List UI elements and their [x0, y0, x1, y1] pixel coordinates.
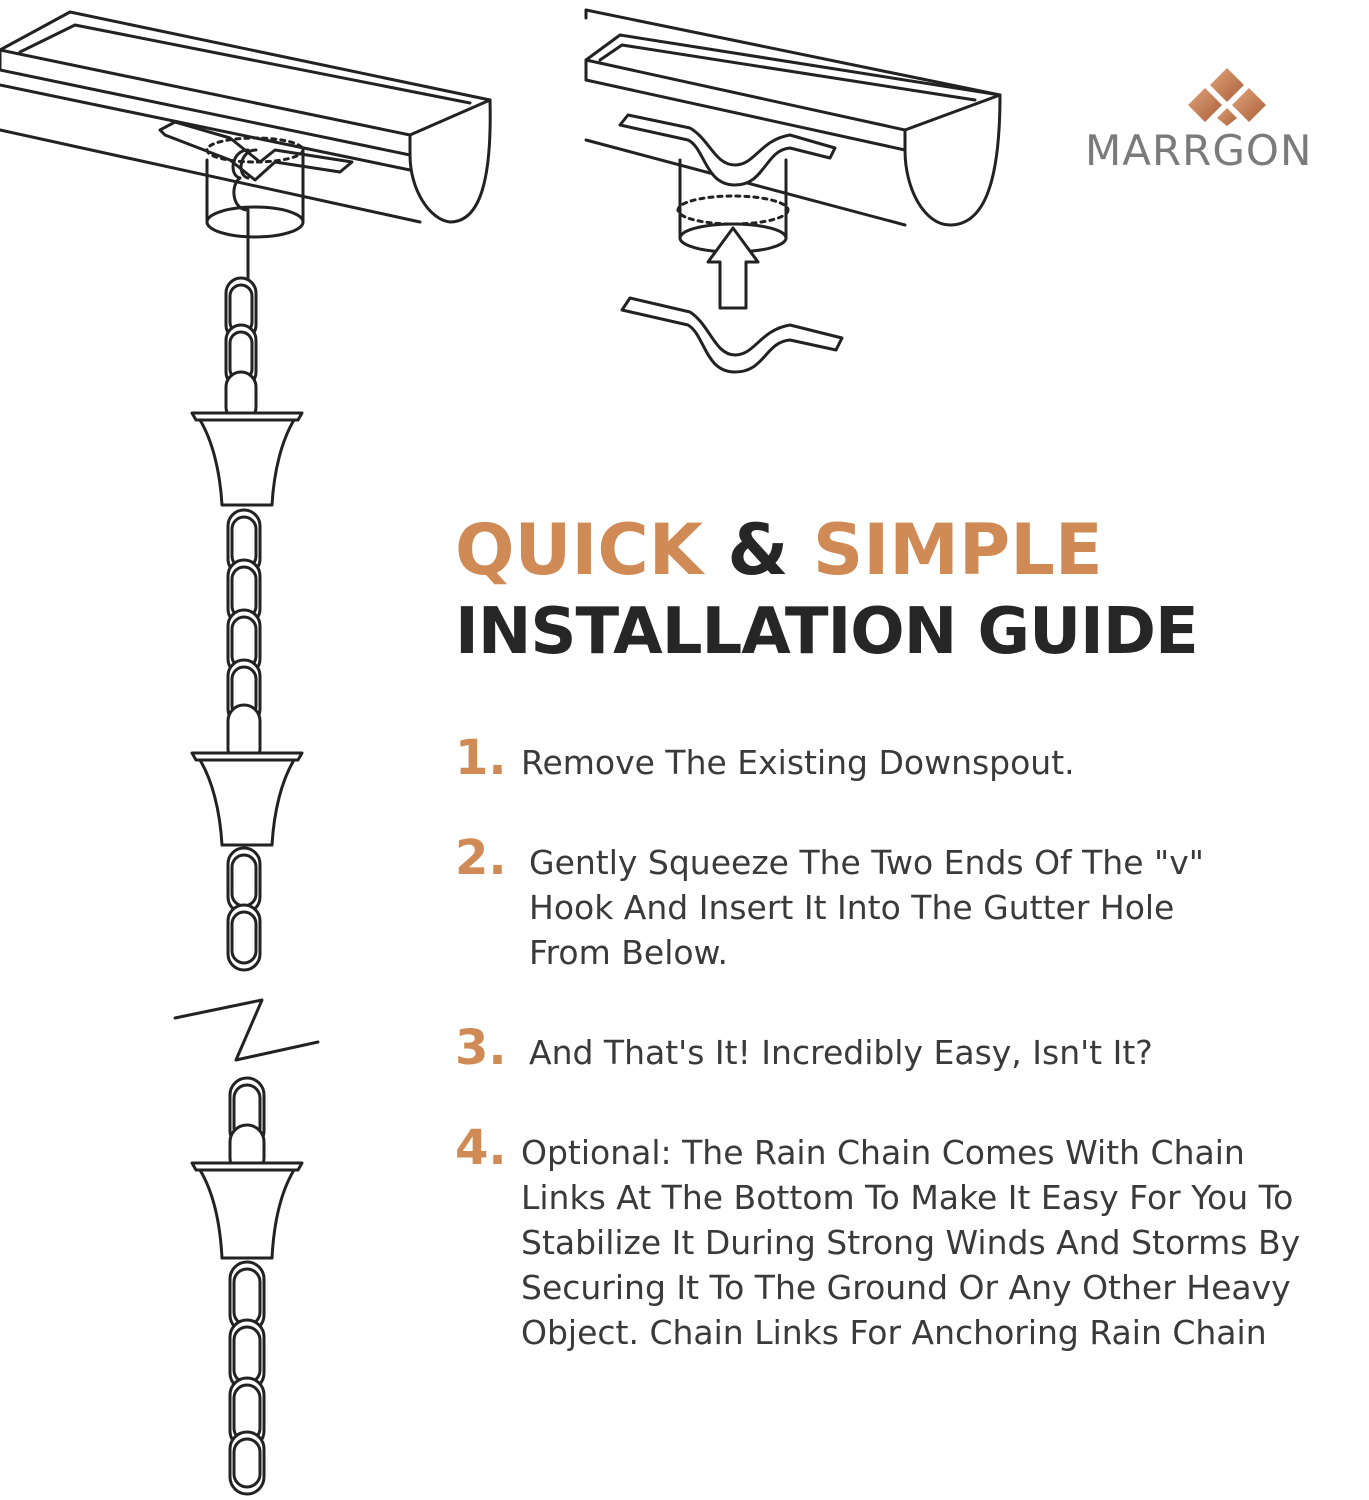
step-number: 3.	[455, 1020, 507, 1076]
step-3	[455, 1020, 1329, 1076]
step-number: 4.	[455, 1120, 507, 1176]
step-text: And That's It! Incredibly Easy, Isn't It?	[529, 1033, 1153, 1072]
v-hook-icon	[620, 115, 835, 252]
step-number: 2.	[455, 830, 507, 886]
left-gutter-icon	[0, 12, 490, 222]
rain-cup-icon	[192, 753, 302, 845]
right-gutter-icon	[586, 10, 1000, 225]
rain-cup-icon	[192, 413, 302, 505]
step-text: Optional: The Rain Chain Comes With Chain Links At The Bottom To Make It Easy For You To Stabilize It During Strong Winds And Storms By Securing It To The Ground Or Any Other Heavy Object. Chain Links For Anchoring Rain Chain	[521, 1133, 1301, 1352]
step-4	[455, 1120, 1331, 1355]
rain-chain-icon	[192, 278, 302, 970]
page-title	[455, 508, 1355, 672]
title-ampersand: &	[727, 509, 789, 591]
step-text: Gently Squeeze The Two Ends Of The "v" Hook And Insert It Into The Gutter Hole From Below.	[529, 843, 1204, 972]
step-number: 1.	[455, 730, 507, 786]
rain-cup-icon	[192, 1163, 302, 1258]
step-text: Remove The Existing Downspout.	[521, 743, 1075, 782]
title-line-1	[455, 508, 1355, 592]
title-line-2: INSTALLATION GUIDE	[455, 595, 1198, 669]
logo-diamond-icon	[1085, 68, 1369, 128]
title-word-quick: QUICK	[455, 509, 704, 591]
step-1	[455, 730, 1321, 786]
lower-rain-chain-icon	[192, 1078, 302, 1494]
title-word-simple: SIMPLE	[812, 509, 1103, 591]
break-zigzag-icon	[175, 1000, 318, 1060]
step-2	[455, 830, 1259, 975]
brand-logo	[1085, 68, 1369, 178]
brand-name: MARRGON	[1085, 126, 1313, 175]
